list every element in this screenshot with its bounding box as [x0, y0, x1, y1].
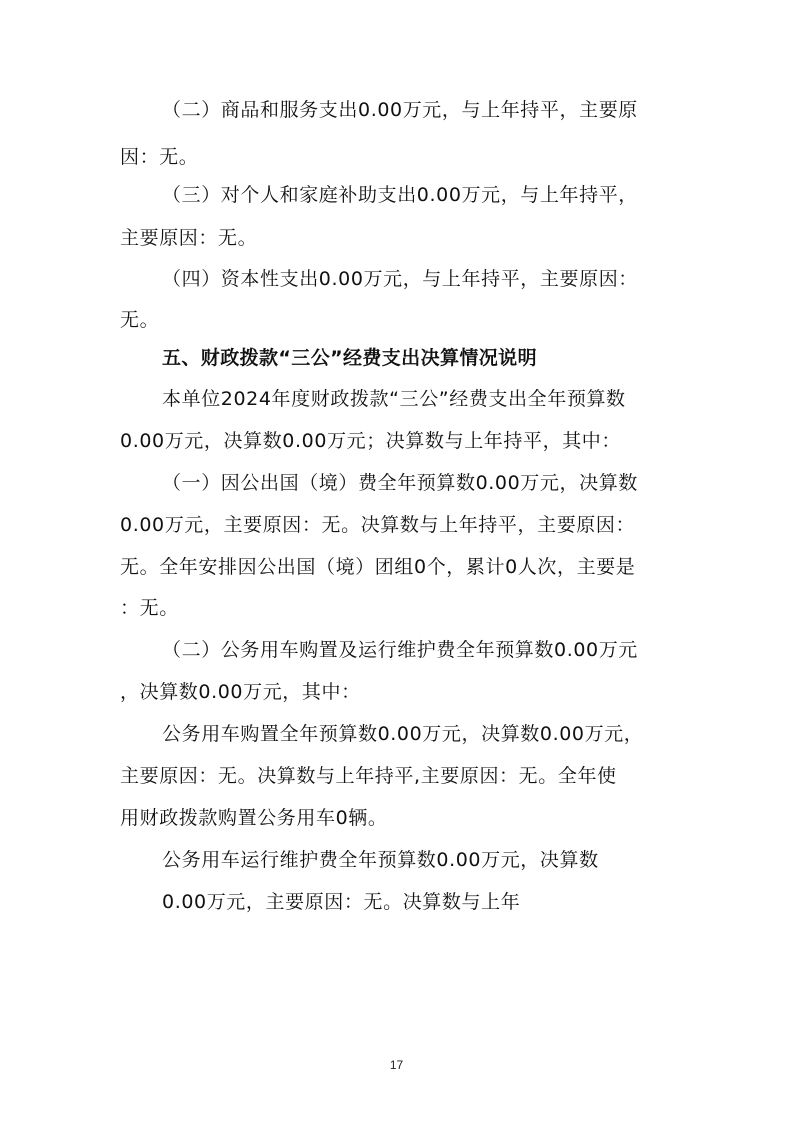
paragraph-line: ：无。 [120, 597, 179, 619]
paragraph-line: ，决算数0.00万元，其中： [120, 681, 361, 703]
paragraph-line: 主要原因：无。决算数与上年持平,主要原因：无。全年使 [120, 765, 617, 787]
paragraph-line: 0.00万元，决算数0.00万元；决算数与上年持平，其中： [120, 430, 622, 452]
section-heading: 五、财政拨款“三公”经费支出决算情况说明 [162, 347, 537, 369]
paragraph-line: 用财政拨款购置公务用车0辆。 [120, 807, 388, 829]
paragraph-line: 0.00万元，主要原因：无。决算数与上年持平，主要原因： [120, 514, 636, 536]
paragraph-line: 无。全年安排因公出国（境）团组0个，累计0人次，主要是 [120, 556, 636, 578]
paragraph-line: （二）商品和服务支出0.00万元，与上年持平，主要原 [162, 99, 638, 121]
paragraph-line: （二）公务用车购置及运行维护费全年预算数0.00万元 [162, 639, 638, 661]
paragraph-line: 公务用车运行维护费全年预算数0.00万元，决算数 [162, 849, 599, 871]
paragraph-line: 因：无。 [120, 146, 199, 168]
paragraph-line: （三）对个人和家庭补助支出0.00万元，与上年持平， [162, 184, 638, 206]
paragraph-line: （一）因公出国（境）费全年预算数0.00万元，决算数 [162, 472, 638, 494]
paragraph-line: （四）资本性支出0.00万元，与上年持平，主要原因： [162, 268, 638, 290]
paragraph-line: 公务用车购置全年预算数0.00万元，决算数0.00万元， [162, 723, 644, 745]
paragraph-line: 无。 [120, 309, 160, 331]
paragraph-line: 本单位2024年度财政拨款“三公”经费支出全年预算数 [162, 388, 626, 410]
paragraph-line: 0.00万元，主要原因：无。决算数与上年 [162, 891, 521, 913]
page-number: 17 [389, 1058, 404, 1072]
paragraph-line: 主要原因：无。 [120, 227, 258, 249]
